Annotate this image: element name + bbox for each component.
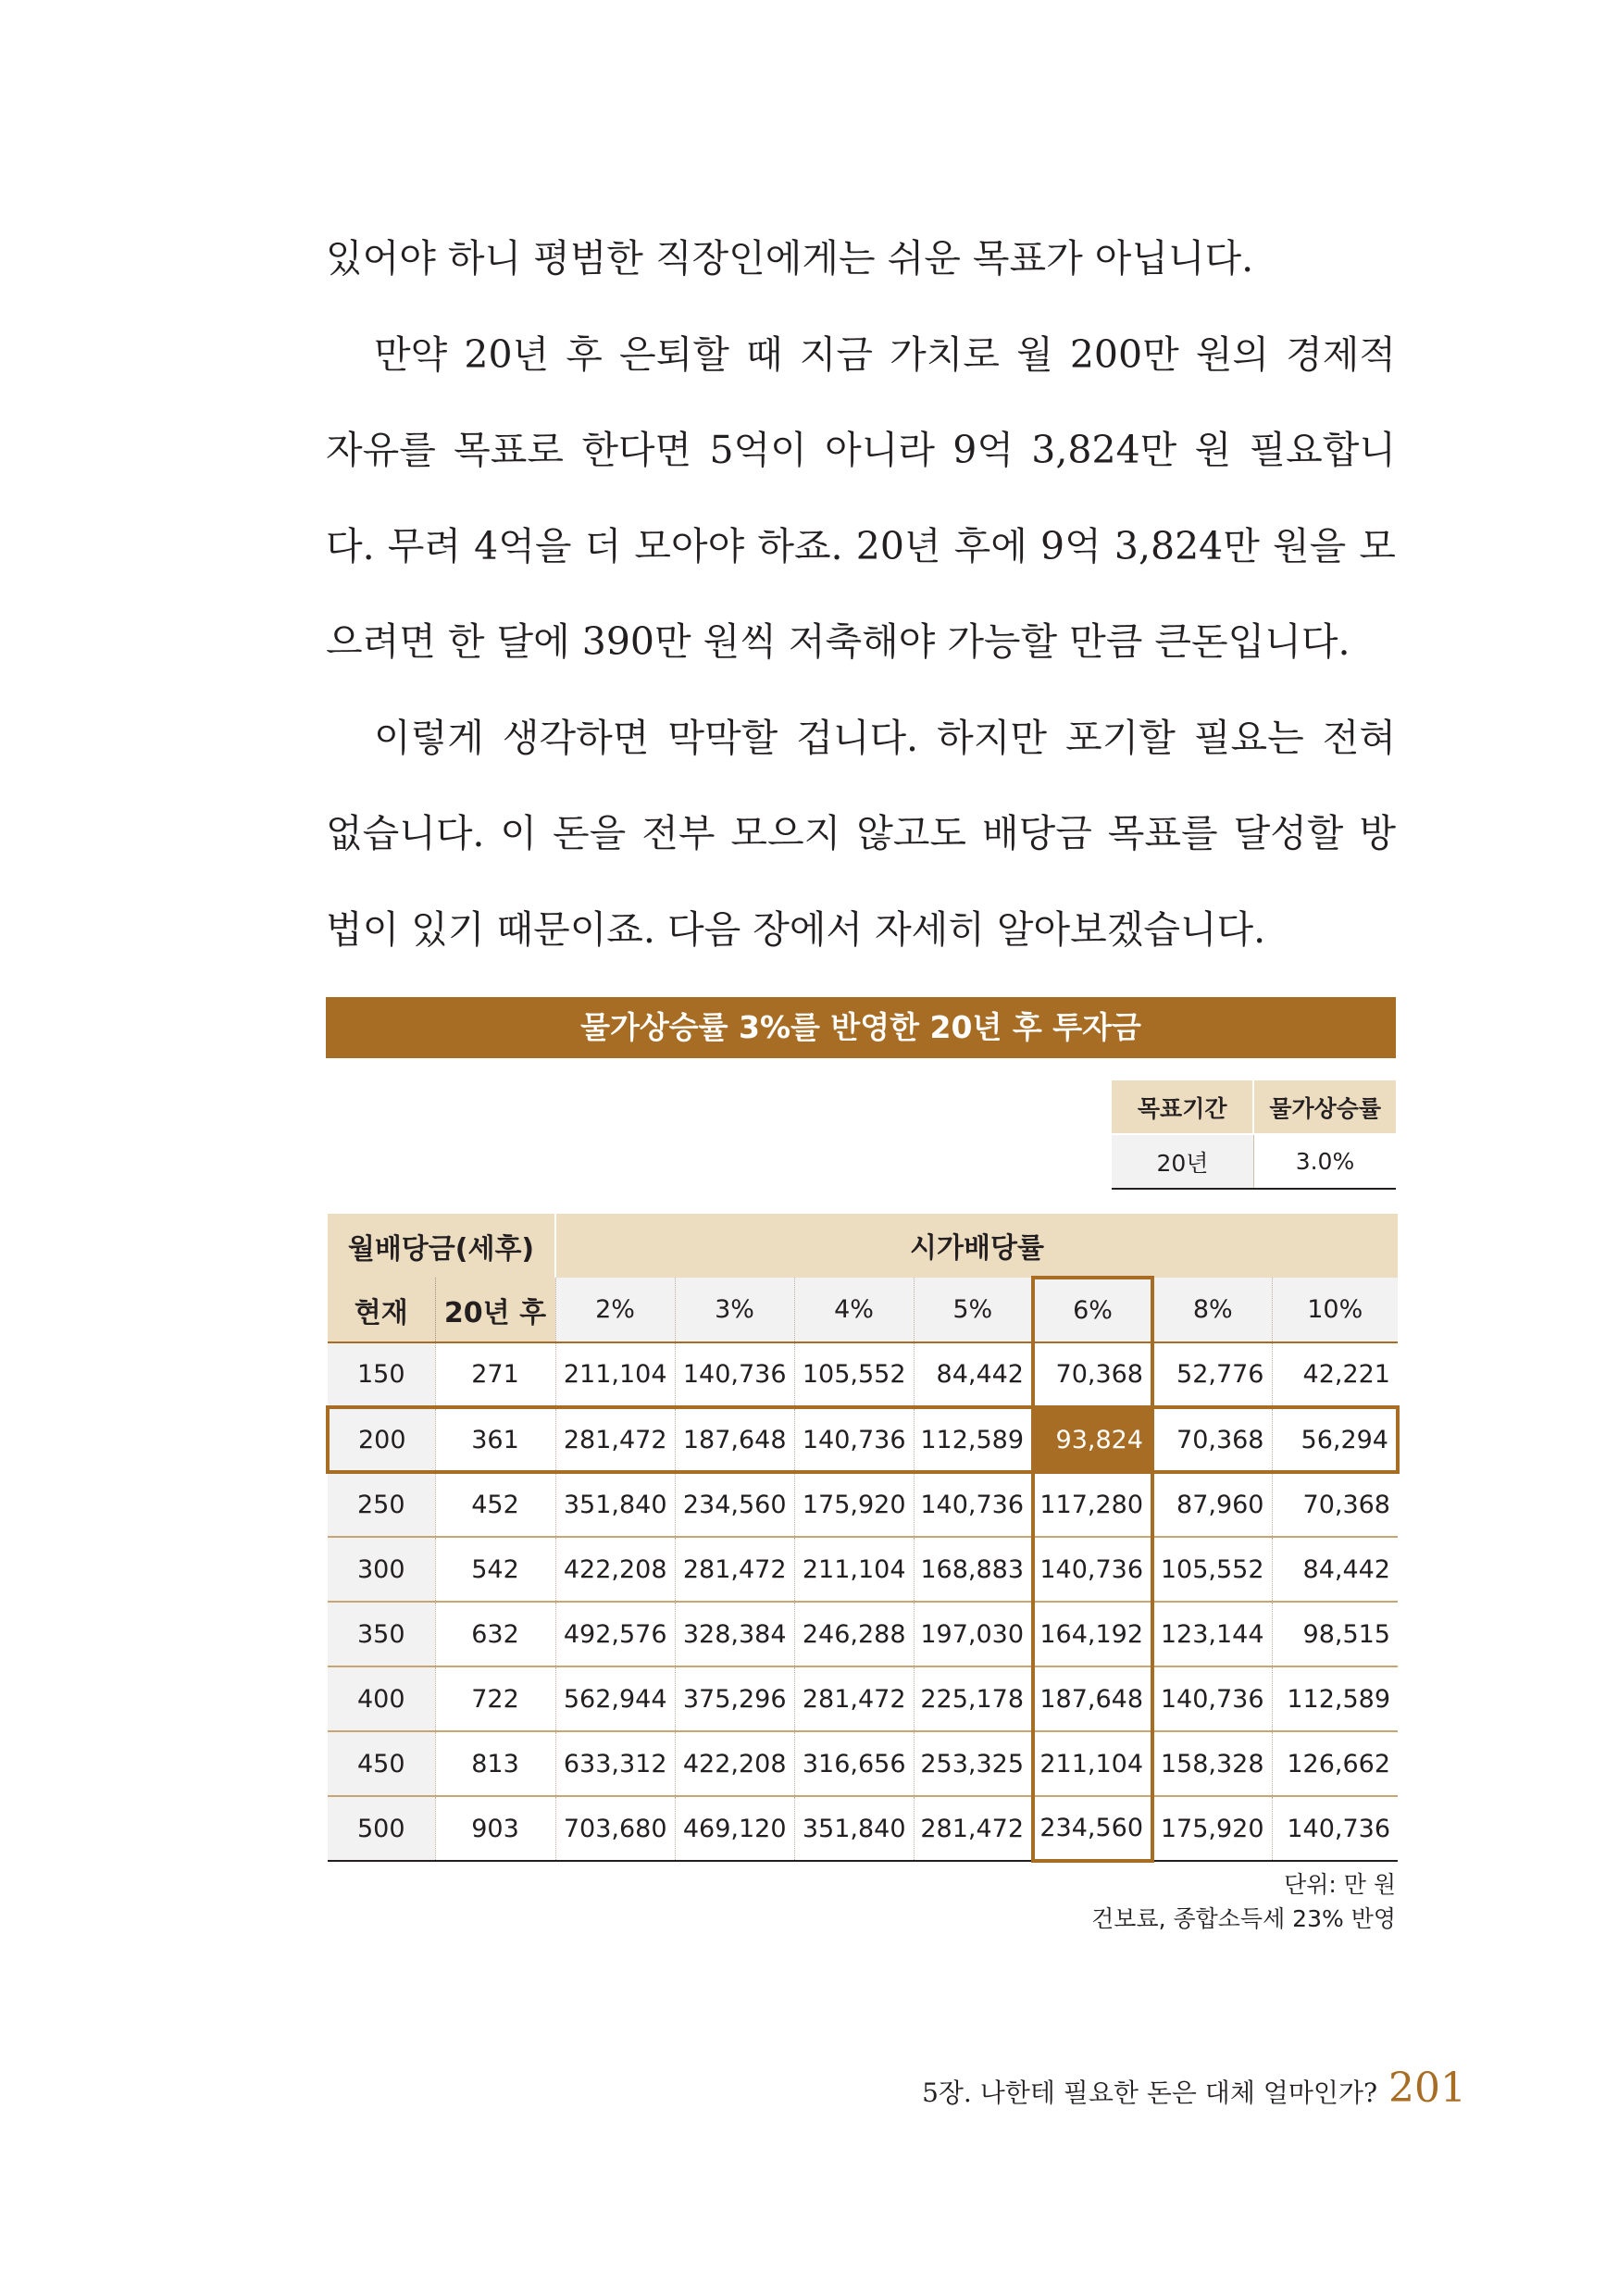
cell-investment-amount: 253,325: [914, 1731, 1033, 1796]
cell-investment-amount: 112,589: [1272, 1666, 1398, 1731]
table-row: [328, 1537, 1398, 1602]
cell-future-dividend: 632: [435, 1602, 555, 1666]
cell-future-dividend: 452: [435, 1472, 555, 1537]
cell-investment-amount: 211,104: [1033, 1731, 1152, 1796]
table-notes: [1091, 1867, 1396, 1936]
cell-investment-amount: 281,472: [914, 1796, 1033, 1861]
table-title: 물가상승률 3%를 반영한 20년 후 투자금: [326, 997, 1396, 1058]
cell-investment-amount: 87,960: [1152, 1472, 1272, 1537]
cell-investment-amount: 123,144: [1152, 1602, 1272, 1666]
col-header-rate: 5%: [914, 1278, 1033, 1342]
cell-current-dividend: 150: [328, 1342, 435, 1407]
tax-note: 건보료, 종합소득세 23% 반영: [1091, 1905, 1396, 1932]
col-header-rate: 2%: [555, 1278, 675, 1342]
body-paragraph-3: 이렇게 생각하면 막막할 겁니다. 하지만 포기할 필요는 전혀 없습니다. 이 돈을 전부 모으지 않고도 배당금 목표를 달성할 방법이 있기 때문이죠. 다음 장에서 자세히 알아보겠습니다.: [326, 715, 1396, 952]
cell-investment-amount: 281,472: [555, 1407, 675, 1472]
body-text: [326, 211, 1396, 978]
assumptions-table: [1112, 1080, 1396, 1190]
cell-investment-amount: 316,656: [794, 1731, 914, 1796]
unit-note: 단위: 만 원: [1284, 1871, 1396, 1898]
cell-current-dividend: 450: [328, 1731, 435, 1796]
group-header-dividend-yield: 시가배당률: [555, 1213, 1398, 1278]
cell-investment-amount: 422,208: [555, 1537, 675, 1602]
cell-investment-amount: 469,120: [675, 1796, 794, 1861]
cell-investment-amount: 93,824: [1033, 1407, 1152, 1472]
col-header-rate: 3%: [675, 1278, 794, 1342]
cell-investment-amount: 492,576: [555, 1602, 675, 1666]
cell-investment-amount: 140,736: [1033, 1537, 1152, 1602]
meta-value-inflation: 3.0%: [1253, 1134, 1396, 1189]
cell-investment-amount: 375,296: [675, 1666, 794, 1731]
cell-investment-amount: 84,442: [914, 1342, 1033, 1407]
col-header-rate: 6%: [1033, 1278, 1152, 1342]
meta-header-inflation: 물가상승률: [1253, 1080, 1396, 1134]
col-header-20-years-later: 20년 후: [435, 1278, 555, 1342]
cell-investment-amount: 112,589: [914, 1407, 1033, 1472]
cell-current-dividend: 300: [328, 1537, 435, 1602]
cell-investment-amount: 140,736: [1272, 1796, 1398, 1861]
cell-current-dividend: 500: [328, 1796, 435, 1861]
cell-future-dividend: 813: [435, 1731, 555, 1796]
page-number: 201: [1388, 2065, 1466, 2112]
cell-investment-amount: 140,736: [1152, 1666, 1272, 1731]
cell-investment-amount: 197,030: [914, 1602, 1033, 1666]
cell-investment-amount: 281,472: [794, 1666, 914, 1731]
table-row: [328, 1602, 1398, 1666]
table-row: [328, 1666, 1398, 1731]
cell-current-dividend: 200: [328, 1407, 435, 1472]
cell-investment-amount: 168,883: [914, 1537, 1033, 1602]
investment-table-section: [326, 997, 1396, 1932]
cell-current-dividend: 350: [328, 1602, 435, 1666]
table-row: [328, 1407, 1398, 1472]
meta-header-period: 목표기간: [1112, 1080, 1253, 1134]
cell-investment-amount: 422,208: [675, 1731, 794, 1796]
cell-investment-amount: 351,840: [555, 1472, 675, 1537]
col-header-now: 현재: [328, 1278, 435, 1342]
cell-investment-amount: 175,920: [794, 1472, 914, 1537]
cell-investment-amount: 70,368: [1033, 1342, 1152, 1407]
body-paragraph-1: 있어야 하니 평범한 직장인에게는 쉬운 목표가 아닙니다.: [326, 236, 1254, 281]
cell-future-dividend: 271: [435, 1342, 555, 1407]
cell-investment-amount: 187,648: [1033, 1666, 1152, 1731]
cell-investment-amount: 246,288: [794, 1602, 914, 1666]
cell-current-dividend: 250: [328, 1472, 435, 1537]
cell-investment-amount: 140,736: [675, 1342, 794, 1407]
cell-investment-amount: 158,328: [1152, 1731, 1272, 1796]
col-header-rate: 4%: [794, 1278, 914, 1342]
page-footer: [0, 2065, 1466, 2112]
cell-investment-amount: 562,944: [555, 1666, 675, 1731]
cell-future-dividend: 361: [435, 1407, 555, 1472]
table-row: [328, 1731, 1398, 1796]
cell-investment-amount: 234,560: [675, 1472, 794, 1537]
col-header-rate: 8%: [1152, 1278, 1272, 1342]
cell-investment-amount: 56,294: [1272, 1407, 1398, 1472]
cell-investment-amount: 117,280: [1033, 1472, 1152, 1537]
cell-future-dividend: 722: [435, 1666, 555, 1731]
group-header-monthly-dividend: 월배당금(세후): [328, 1213, 555, 1278]
cell-investment-amount: 187,648: [675, 1407, 794, 1472]
cell-investment-amount: 42,221: [1272, 1342, 1398, 1407]
cell-investment-amount: 105,552: [794, 1342, 914, 1407]
cell-future-dividend: 542: [435, 1537, 555, 1602]
cell-investment-amount: 351,840: [794, 1796, 914, 1861]
table-row: [328, 1796, 1398, 1861]
investment-table: [326, 1212, 1400, 1863]
cell-investment-amount: 703,680: [555, 1796, 675, 1861]
cell-current-dividend: 400: [328, 1666, 435, 1731]
col-header-rate: 10%: [1272, 1278, 1398, 1342]
cell-investment-amount: 164,192: [1033, 1602, 1152, 1666]
cell-investment-amount: 225,178: [914, 1666, 1033, 1731]
cell-investment-amount: 105,552: [1152, 1537, 1272, 1602]
cell-investment-amount: 328,384: [675, 1602, 794, 1666]
cell-future-dividend: 903: [435, 1796, 555, 1861]
cell-investment-amount: 84,442: [1272, 1537, 1398, 1602]
cell-investment-amount: 211,104: [555, 1342, 675, 1407]
cell-investment-amount: 98,515: [1272, 1602, 1398, 1666]
cell-investment-amount: 140,736: [794, 1407, 914, 1472]
cell-investment-amount: 175,920: [1152, 1796, 1272, 1861]
cell-investment-amount: 140,736: [914, 1472, 1033, 1537]
cell-investment-amount: 52,776: [1152, 1342, 1272, 1407]
cell-investment-amount: 70,368: [1152, 1407, 1272, 1472]
chapter-title: 5장. 나한테 필요한 돈은 대체 얼마인가?: [922, 2078, 1378, 2108]
table-row: [328, 1472, 1398, 1537]
cell-investment-amount: 126,662: [1272, 1731, 1398, 1796]
cell-investment-amount: 211,104: [794, 1537, 914, 1602]
meta-value-period: 20년: [1112, 1134, 1253, 1189]
cell-investment-amount: 234,560: [1033, 1796, 1152, 1861]
cell-investment-amount: 633,312: [555, 1731, 675, 1796]
table-row: [328, 1342, 1398, 1407]
cell-investment-amount: 70,368: [1272, 1472, 1398, 1537]
body-paragraph-2: 만약 20년 후 은퇴할 때 지금 가치로 월 200만 원의 경제적 자유를 목표로 한다면 5억이 아니라 9억 3,824만 원 필요합니다. 무려 4억을 더 모아야 하죠. 20년 후에 9억 3,824만 원을 모으려면 한 달에 390만 원씩 저축해야 가능할 만큼 큰돈입니다.: [326, 331, 1396, 664]
cell-investment-amount: 281,472: [675, 1537, 794, 1602]
